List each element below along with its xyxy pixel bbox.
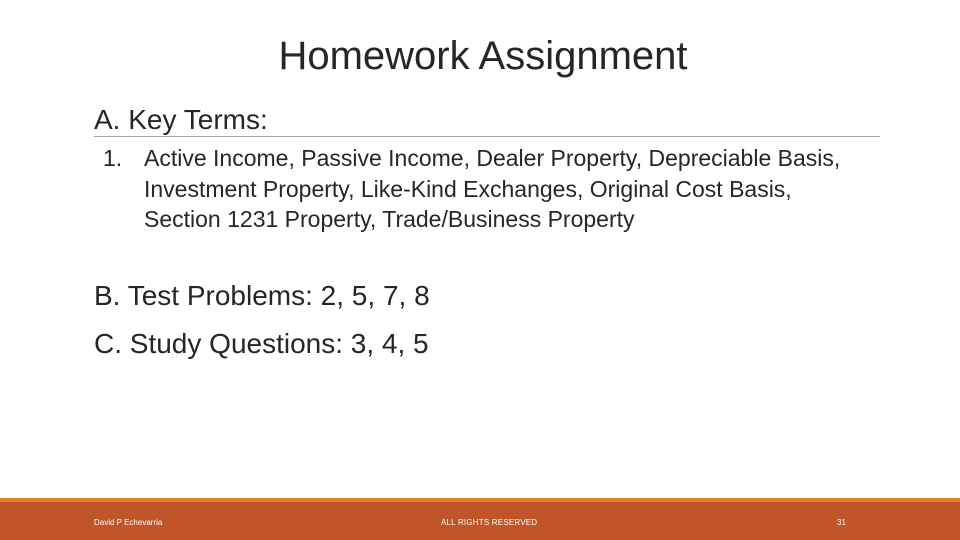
footer-author: David P Echevarria bbox=[94, 518, 163, 527]
key-terms-heading: A. Key Terms: bbox=[94, 104, 268, 135]
slide-title: Homework Assignment bbox=[278, 34, 688, 78]
list-item-number: 1. bbox=[103, 145, 123, 171]
footer-page-number: 31 bbox=[837, 518, 846, 527]
footer-rights: ALL RIGHTS RESERVED bbox=[441, 518, 538, 527]
test-problems-line: B. Test Problems: 2, 5, 7, 8 bbox=[94, 280, 430, 311]
heading-divider bbox=[94, 136, 880, 137]
study-questions-line: C. Study Questions: 3, 4, 5 bbox=[94, 328, 429, 359]
list-item-text: Active Income, Passive Income, Dealer Property, Depreciable Basis, Investment Property, Like-Kind Exchanges, Original Cost Basis, Section 1231 Property, Trade/Business Property bbox=[144, 145, 841, 232]
footer-band bbox=[0, 502, 960, 540]
